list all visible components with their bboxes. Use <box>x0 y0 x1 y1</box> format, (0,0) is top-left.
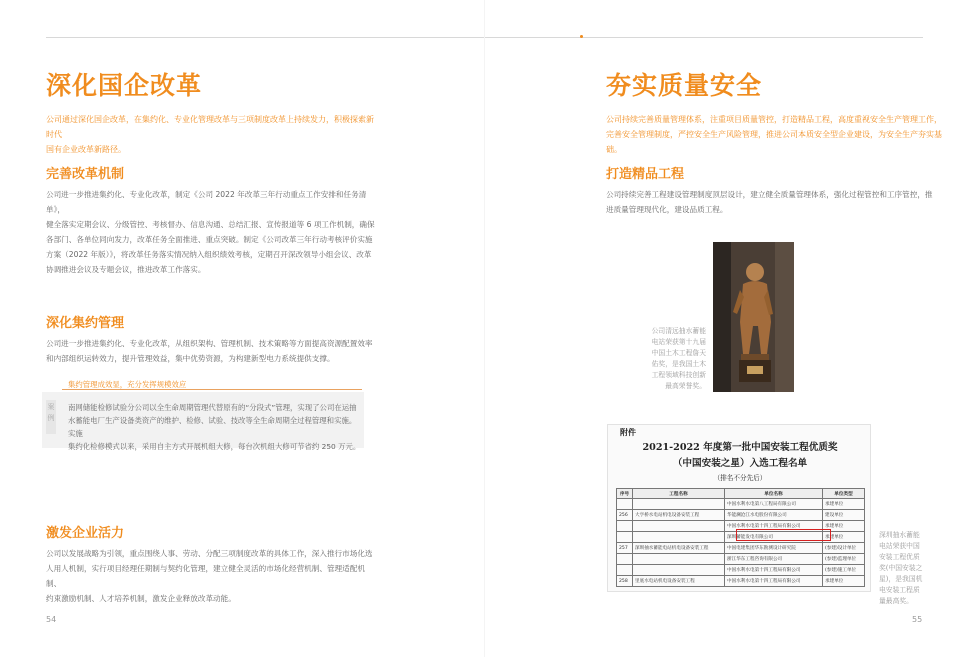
table-cell: 华能澜沧江水电股份有限公司 <box>725 510 823 521</box>
doc-subtitle: （排名不分先后） <box>713 474 767 482</box>
intro-line: 完善安全管理制度，严控安全生产风险管理，推进公司本质安全型企业建设，为安全生产夯实基础。 <box>606 130 942 154</box>
table-row <box>617 576 865 587</box>
section-heading: 激发企业活力 <box>46 526 125 541</box>
caption-line: 电站荣获中国 <box>879 542 920 550</box>
table-cell: (参建)设计单位 <box>823 543 865 554</box>
accent-dot <box>580 35 583 38</box>
table-header-row <box>617 489 865 499</box>
caption-line: 奖(中国安装之 <box>879 564 923 572</box>
body-line: 进质量管理现代化，建设品质工程。 <box>606 205 728 214</box>
intro-text <box>606 112 956 157</box>
table-cell: 257 <box>617 543 633 554</box>
caption-line: 电安装工程质 <box>879 586 920 594</box>
intro-line: 公司持续完善质量管理体系，注重项目质量管控，打造精品工程，高度重视安全生产管理工作， <box>606 115 942 124</box>
table-header: 单位类型 <box>823 489 865 499</box>
caption-line: 星)，是我国机 <box>879 575 923 583</box>
table-cell: 建设单位 <box>823 510 865 521</box>
doc-attachment-label: 附件 <box>620 428 636 437</box>
case-line: 集约化检修模式以来，采用自主方式开展机组大修，每台次机组大修可节省约 250 万元。 <box>68 442 361 451</box>
section-body <box>46 336 376 366</box>
table-cell: 大亨桥水电站机电设备安装工程 <box>633 510 725 521</box>
table-cell: 256 <box>617 510 633 521</box>
section-heading: 深化集约管理 <box>46 316 125 331</box>
caption-line: 中国土木工程詹天 <box>651 349 706 357</box>
intro-line: 国有企业改革新路径。 <box>46 145 126 154</box>
photo-caption <box>606 326 706 392</box>
case-line: 水蓄能电厂生产设备类资产的维护、检修、试验、技改等全生命周期全过程管理和实施。实施 <box>68 416 357 438</box>
case-text <box>68 401 362 453</box>
table-cell: 浙江华东工程咨询有限公司 <box>725 554 823 565</box>
table-row <box>617 510 865 521</box>
table-cell: (参建)施工单位 <box>823 565 865 576</box>
table-row <box>617 543 865 554</box>
caption-line: 工程领域科技创新 <box>651 371 706 379</box>
table-cell: 深圳蓄能发电有限公司 <box>725 532 823 543</box>
table-cell: 中国水利水电第十四工程局有限公司 <box>725 565 823 576</box>
table-cell: 中国水利水电第十四工程局有限公司 <box>725 521 823 532</box>
body-line: 健全落实定期会议、分级管控、考核督办、信息沟通、总结汇报、宣传报道等 6 项工作机制，确保 <box>46 220 375 229</box>
body-line: 各部门、各单位同向发力，改革任务全面推进、重点突破。制定《公司改革三年行动考核评价实施 <box>46 235 373 244</box>
case-title: 集约管理成效显，充分发挥规模效应 <box>68 380 187 389</box>
table-cell <box>617 532 633 543</box>
top-rule <box>485 37 923 38</box>
caption-line: 佑奖，是我国土木 <box>651 360 706 368</box>
body-line: 公司以发展战略为引领，重点围绕人事、劳动、分配三项制度改革的具体工作，深入推行市场化选 <box>46 549 373 558</box>
doc-title: （中国安装之星）入选工程名单 <box>672 458 808 469</box>
table-cell: (参建)监理单位 <box>823 554 865 565</box>
body-line: 公司持续完善工程建设管理制度顶层设计，建立健全质量管理体系，强化过程管控和工序管控，推 <box>606 190 933 199</box>
table-cell: 承建单位 <box>823 499 865 510</box>
trophy-statue-image <box>713 242 794 392</box>
caption-line: 安装工程优质 <box>879 553 920 561</box>
table-cell <box>617 554 633 565</box>
table-row <box>617 565 865 576</box>
body-line: 人用人机制，实行项目经理任期制与契约化管理，建立健全灵活的市场化经营机制、管理适配机制、 <box>46 564 365 588</box>
caption-line: 量最高奖。 <box>879 597 913 605</box>
table-cell: 承建单位 <box>823 521 865 532</box>
table-cell: 里底水电站机电设备安装工程 <box>633 576 725 587</box>
page-number: 54 <box>46 615 57 624</box>
table-row <box>617 499 865 510</box>
table-header: 单位名称 <box>725 489 823 499</box>
page-title: 深化国企改革 <box>46 71 203 100</box>
highlight-box <box>736 529 831 541</box>
table-cell: 承建单位 <box>823 532 865 543</box>
caption-line: 深圳抽水蓄能 <box>879 531 920 539</box>
page-title: 夯实质量安全 <box>606 71 763 100</box>
doc-title: 2021-2022 年度第一批中国安装工程优质奖 <box>642 442 838 453</box>
table-cell: 中国水利水电第八工程局有限公司 <box>725 499 823 510</box>
table-cell: 承建单位 <box>823 576 865 587</box>
page-number: 55 <box>912 615 923 624</box>
table-cell <box>633 499 725 510</box>
body-line: 公司进一步推进集约化、专业化改革，从组织架构、管理机制、技术策略等方面提高资源配置效率 <box>46 339 373 348</box>
top-rule <box>46 37 484 38</box>
intro-line: 公司通过深化国企改革，在集约化、专业化管理改革与三项制度改革上持续发力，积极探索新时代 <box>46 115 374 139</box>
section-body <box>46 187 376 277</box>
caption-line: 公司清远抽水蓄能 <box>651 327 706 335</box>
case-tag: 案例 <box>46 400 56 434</box>
table-cell: 深圳抽水蓄能电站机电设备安装工程 <box>633 543 725 554</box>
intro-text <box>46 112 376 157</box>
left-page <box>0 0 484 657</box>
table-header: 序号 <box>617 489 633 499</box>
case-line: 南网储能检修试验分公司以全生命周期管理代替原有的“分段式”管理，实现了公司在运抽 <box>68 403 357 412</box>
table-row <box>617 554 865 565</box>
document-caption <box>879 530 937 607</box>
caption-line: 电站荣获第十九届 <box>651 338 706 346</box>
table-cell: 中国电建集团华东勘测设计研究院 <box>725 543 823 554</box>
body-line: 公司进一步推进集约化、专业化改革，制定《公司 2022 年改革三年行动重点工作安排和任务清单》， <box>46 190 367 214</box>
table-cell <box>633 532 725 543</box>
caption-line: 最高荣誉奖。 <box>665 382 706 390</box>
table-cell <box>633 554 725 565</box>
body-line: 约束激励机制、人才培养机制，激发企业释放改革动能。 <box>46 594 236 603</box>
table-cell <box>633 565 725 576</box>
right-page <box>485 0 969 657</box>
body-line: 和内部组织运转效力，提升管理效益，集中优势资源，为构建新型电力系统提供支撑。 <box>46 354 335 363</box>
section-heading: 打造精品工程 <box>606 167 685 182</box>
section-body <box>46 546 376 606</box>
section-heading: 完善改革机制 <box>46 167 125 182</box>
table-cell: 中国水利水电第十四工程局有限公司 <box>725 576 823 587</box>
section-body <box>606 187 951 217</box>
table-cell <box>617 565 633 576</box>
body-line: 方案（2022 年版）》，将改革任务落实情况纳入组织绩效考核，定期召开深改领导小组会议、改革 <box>46 250 372 259</box>
table-cell <box>633 521 725 532</box>
table-cell <box>617 499 633 510</box>
body-line: 协调推进会议及专题会议，推进改革工作落实。 <box>46 265 206 274</box>
table-header: 工程名称 <box>633 489 725 499</box>
table-cell: 258 <box>617 576 633 587</box>
trophy-photo <box>713 242 794 392</box>
table-cell <box>617 521 633 532</box>
award-document <box>607 424 871 592</box>
